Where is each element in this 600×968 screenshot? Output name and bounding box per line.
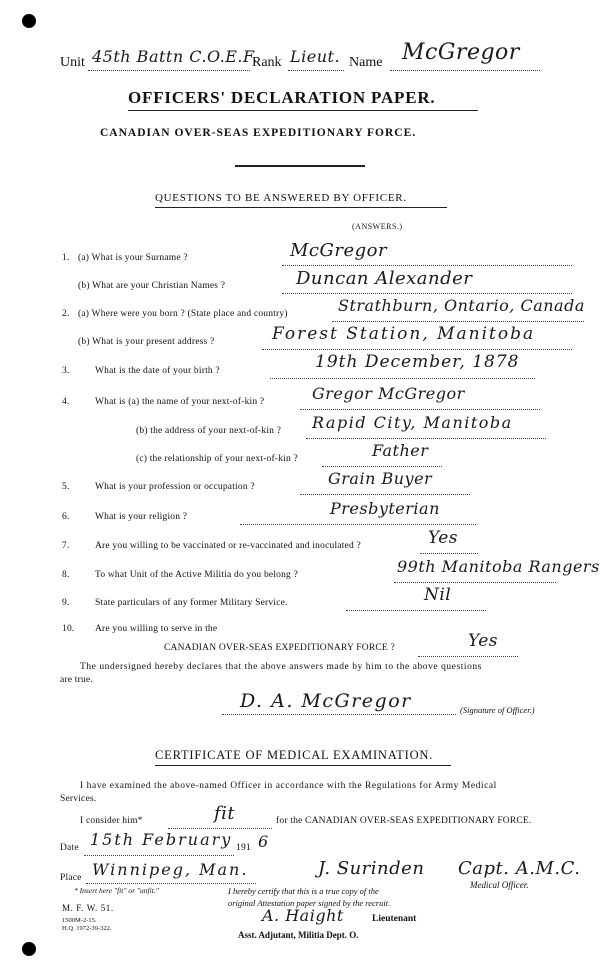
answer-christian-names: Duncan Alexander: [296, 268, 473, 289]
rank-value: Lieut.: [290, 47, 341, 66]
answers-heading: (ANSWERS.): [352, 222, 403, 231]
question-number: 4.: [62, 397, 70, 407]
question-label: (a) What is your Surname ?: [78, 253, 188, 263]
certify-text: original Attestation paper signed by the recruit.: [228, 898, 391, 908]
consider-suffix: for the CANADIAN OVER-SEAS EXPEDITIONARY FORCE.: [276, 816, 532, 826]
answer-line: [270, 378, 535, 379]
medical-text: Services.: [60, 794, 97, 804]
question-label: To what Unit of the Active Militia do you belong ?: [95, 570, 298, 580]
place-value: Winnipeg, Man.: [92, 860, 249, 879]
answer-line: [394, 582, 556, 583]
answer-line: [262, 349, 572, 350]
answer-next-of-kin-address: Rapid City, Manitoba: [312, 413, 513, 432]
unit-label: Unit: [60, 55, 85, 70]
print-note: 1500M-2-15.: [62, 917, 97, 924]
answer-line: [420, 553, 478, 554]
date-line: [84, 855, 234, 856]
answer-next-of-kin-name: Gregor McGregor: [312, 384, 465, 403]
date-value: 15th February: [90, 830, 233, 849]
declaration-text: are true.: [60, 675, 93, 685]
question-label: What is your religion ?: [95, 512, 188, 522]
q10-force-line: CANADIAN OVER-SEAS EXPEDITIONARY FORCE ?: [164, 643, 395, 653]
name-dotted-line: [390, 70, 540, 71]
short-divider: [235, 165, 365, 167]
question-label: State particulars of any former Military Service.: [95, 598, 288, 608]
question-number: 5.: [62, 482, 70, 492]
answer-line: [300, 409, 540, 410]
signature-caption: (Signature of Officer.): [460, 705, 535, 715]
question-number: 1.: [62, 253, 70, 263]
medical-text: I have examined the above-named Officer in accordance with the Regulations for Army Medical: [80, 781, 497, 791]
answer-line: [418, 656, 518, 657]
medical-title-underline: [155, 765, 451, 766]
question-label: (c) the relationship of your next-of-kin ?: [136, 454, 298, 464]
question-label: Are you willing to serve in the: [95, 624, 218, 634]
questions-underline: [155, 207, 447, 208]
rank-dotted-line: [288, 70, 344, 71]
place-label: Place: [60, 873, 82, 883]
question-label: (b) What are your Christian Names ?: [78, 281, 226, 291]
answer-military-service: Nil: [424, 585, 452, 605]
unit-value: 45th Battn C.O.E.F.: [92, 47, 258, 66]
name-value: McGregor: [402, 40, 520, 65]
answer-line: [346, 610, 486, 611]
question-number: 2.: [62, 309, 70, 319]
question-number: 10.: [62, 624, 75, 634]
answer-line: [300, 494, 470, 495]
medical-title: CERTIFICATE OF MEDICAL EXAMINATION.: [155, 748, 434, 762]
question-label: What is your profession or occupation ?: [95, 482, 255, 492]
year-prefix: 191: [236, 843, 251, 853]
place-note: * Insert here "fit" or "unfit.": [74, 886, 159, 895]
answer-line: [306, 438, 546, 439]
question-number: 8.: [62, 570, 70, 580]
question-number: 7.: [62, 541, 70, 551]
answer-occupation: Grain Buyer: [328, 469, 433, 488]
question-label: (b) What is your present address ?: [78, 337, 215, 347]
question-label: (b) the address of your next-of-kin ?: [136, 426, 282, 436]
answer-relationship: Father: [372, 441, 429, 460]
form-number: M. F. W. 51.: [62, 903, 114, 913]
answer-religion: Presbyterian: [330, 499, 440, 518]
answer-line: [332, 321, 584, 322]
question-label: Are you willing to be vaccinated or re-vaccinated and inoculated ?: [95, 541, 361, 551]
answer-vaccination: Yes: [428, 528, 459, 548]
declaration-text: The undersigned hereby declares that the above answers made by him to the above questions: [80, 662, 482, 672]
force-title: CANADIAN OVER-SEAS EXPEDITIONARY FORCE.: [100, 127, 417, 139]
lieutenant-title: Asst. Adjutant, Militia Dept. O.: [238, 930, 359, 940]
officer-signature: D. A. McGregor: [240, 690, 412, 712]
print-note: H.Q. 1972-39-322.: [62, 925, 112, 932]
place-line: [86, 883, 256, 884]
question-label: (a) Where were you born ? (State place and country): [78, 309, 288, 319]
title-underline: [128, 110, 478, 111]
unit-dotted-line: [88, 70, 250, 71]
answer-militia-unit: 99th Manitoba Rangers: [397, 557, 600, 576]
date-label: Date: [60, 843, 79, 853]
rank-label: Rank: [252, 55, 282, 70]
medical-officer-rank: Capt. A.M.C.: [458, 858, 581, 879]
answer-line: [240, 524, 476, 525]
year-digit: 6: [258, 832, 269, 851]
signature-line: [222, 714, 456, 715]
consider-prefix: I consider him*: [80, 816, 143, 826]
lieutenant-rank: Lieutenant: [372, 914, 417, 924]
answer-surname: McGregor: [290, 240, 388, 261]
fitness-value: fit: [214, 803, 236, 824]
page-title: OFFICERS' DECLARATION PAPER.: [128, 88, 436, 107]
name-label: Name: [349, 55, 383, 70]
question-number: 3.: [62, 366, 70, 376]
question-number: 9.: [62, 598, 70, 608]
fitness-line: [168, 828, 272, 829]
lieutenant-signature: A. Haight: [262, 906, 344, 925]
punch-hole-mark: [22, 14, 36, 28]
question-number: 6.: [62, 512, 70, 522]
question-label: What is (a) the name of your next-of-kin ?: [95, 397, 265, 407]
answer-birth-date: 19th December, 1878: [315, 352, 520, 372]
questions-heading: QUESTIONS TO BE ANSWERED BY OFFICER.: [155, 192, 407, 204]
certify-text: I hereby certify that this is a true copy of the: [228, 886, 379, 896]
answer-address: Forest Station, Manitoba: [272, 324, 536, 344]
answer-line: [282, 293, 572, 294]
answer-willing-to-serve: Yes: [468, 631, 499, 651]
answer-line: [322, 466, 442, 467]
question-label: What is the date of your birth ?: [95, 366, 220, 376]
medical-officer-signature: J. Surinden: [318, 858, 425, 879]
punch-hole-mark: [22, 942, 36, 956]
answer-line: [282, 265, 572, 266]
answer-birthplace: Strathburn, Ontario, Canada: [338, 296, 585, 315]
medical-officer-caption: Medical Officer.: [470, 880, 529, 890]
